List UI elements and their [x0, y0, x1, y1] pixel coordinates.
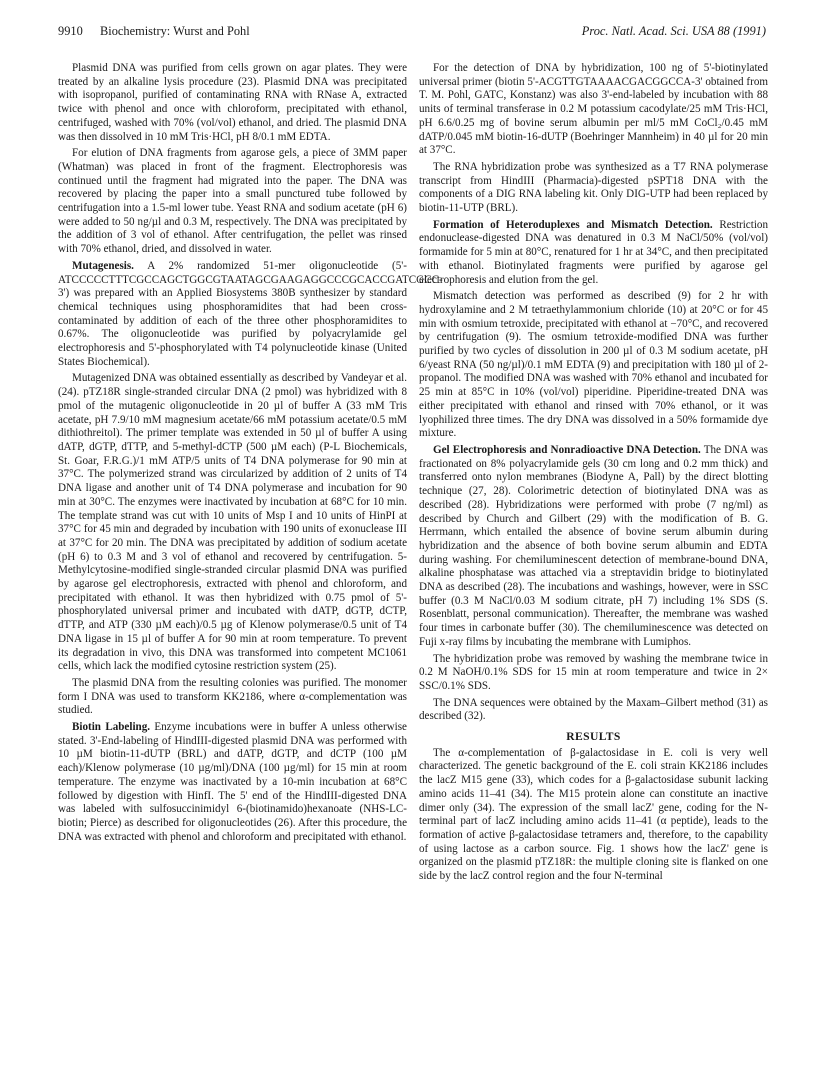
page-header — [58, 24, 766, 44]
paragraph: The RNA hybridization probe was synthesized as a T7 RNA polymerase transcript from HindIII (Pharmacia)-digested pSPT18 DNA with the components of a DIG RNA labeling kit. Only DIG-UTP had been replaced by biotin-11-UTP (BRL). — [419, 160, 768, 215]
paragraph: Gel Electrophoresis and Nonradioactive DNA Detection. The DNA was fractionated on 8% polyacrylamide gels (30 cm long and 0.2 mm thick) and transferred onto nylon membranes (Biodyne A, Pall) by the direct blotting technique (27, 28). Colorimetric detection of biotinylated DNA was as described (28). Hybridizations were performed with probe (7 ng/ml) as described by Church and Gilbert (29) with the modification of B. G. Herrmann, which entailed the absence of bovine serum albumin during hybridization and the absence of both bovine serum albumin and EDTA during washing. For chemiluminescent detection of membrane-bound DNA, alkaline phosphatase was attached via a streptavidin bridge to biotinylated DNA as described (28). The incubations and washings, however, were in SSC buffer (0.3 M NaCl/0.03 M sodium citrate, pH 7) including 1% SDS (S. Rosenblatt, personal communication). Thereafter, the membrane was washed four times in carbonate buffer (30). The chemiluminescence was detected on Fuji x-ray films by incubating the membrane with Lumiphos. — [419, 443, 768, 648]
right-column — [419, 62, 768, 884]
running-title: Biochemistry: Wurst and Pohl — [100, 24, 250, 38]
paragraph: Mutagenized DNA was obtained essentially as described by Vandeyar et al. (24). pTZ18R single-stranded circular DNA (2 pmol) was hybridized with 8 pmol of the mutagenic oligonucleotide in 20 µl of buffer A (33 mM Tris acetate, pH 7.9/10 mM magnesium acetate/66 mM potassium acetate/0.5 mM dithiothreitol). The primer template was extended in 50 µl of buffer A using dATP, dGTP, dTTP, and 5-methyl-dCTP (500 µM each) (P-L Biochemicals, St. Goar, F.R.G.)/1 mM ATP/5 units of T4 DNA polymerase for 90 min at 37°C. The polymerized strand was circularized by addition of 2 units of T4 DNA ligase and another unit of T4 DNA polymerase and incubation for 90 min at 30°C. The enzymes were inactivated by incubation at 68°C for 10 min. The template strand was cut with 10 units of Msp I and 10 units of HinPI at 37°C for 45 min and degraded by incubation with 190 units of exonuclease III at 37°C for 20 min. The DNA was precipitated by addition of sodium acetate (pH 6) to 0.3 M and 3 vol of ethanol and recovered by centrifugation. 5-Methylcytosine-modified single-stranded circular plasmid DNA was purified by agarose gel electrophoresis, extracted with phenol and chloroform, and precipitated with ethanol. It was then hybridized with 0.75 pmol of 5'-phosphorylated universal primer and incubated with dATP, dGTP, dCTP, dTTP, and ATP (330 µM each)/0.5 µg of Klenow polymerase/0.5 unit of T4 DNA ligase in 15 µl of buffer A for 90 min at room temperature. To prevent its degradation in vivo, this DNA was transformed into competent MC1061 cells, which lack the modified cytosine restriction system (25). — [58, 372, 407, 673]
paragraph: Formation of Heteroduplexes and Mismatch Detection. Restriction endonuclease-digested DNA was denatured in 0.3 M NaCl/50% (vol/vol) formamide for 5 min at 80°C, renatured for 1 hr at 34°C, and then precipitated with ethanol. Biotinylated fragments were purified by agarose gel electrophoresis and elution from the gel. — [419, 218, 768, 286]
paragraph: Mismatch detection was performed as described (9) for 2 hr with hydroxylamine and 2 M tetraethylammonium chloride (10) at 20°C or for 45 min with osmium tetroxide, precipitated with ethanol at −70°C, and recovered by centrifugation (9). The osmium tetroxide-modified DNA was further purified by two cycles of dissolution in 200 µl of 0.3 M sodium acetate, pH 6/yeast RNA (50 ng/µl)/0.1 mM EDTA (9) and precipitation with 180 µl of 2-propanol. The modified DNA was washed with 70% ethanol and incubated for 25 min at 85°C in 10% (vol/vol) piperidine. Piperidine-treated DNA was either precipitated with ethanol and rinsed with 70% ethanol, or it was lyophilized three times. The dry DNA was dissolved in a 50% formamide dye mixture. — [419, 290, 768, 440]
left-column — [58, 62, 443, 844]
paragraph: For elution of DNA fragments from agarose gels, a piece of 3MM paper (Whatman) was placed in front of the fragment. Electrophoresis was continued until the fragment had migrated into the paper. The DNA was recovered by placing the paper into a small punctured tube followed by centrifugation into a 1.5-ml lower tube. Yeast RNA and sodium acetate (pH 6) were added to 50 ng/µl and 0.3 M, respectively. The DNA was precipitated by the addition of 3 vol of ethanol. After centrifugation, the pellet was rinsed with 70% ethanol, dried, and dissolved in water. — [58, 147, 407, 256]
paragraph: The α-complementation of β-galactosidase in E. coli is very well characterized. The genetic background of the E. coli strain KK2186 includes the lacZ M15 gene (33), which codes for a β-galactosidase subunit lacking amino acids 11–41 (34). The M15 protein alone can constitute an inactive dimer only (34). The expression of the small lacZ' gene, coding for the N-terminal part of lacZ including amino acids 11–41 (α peptide), leads to the formation of active β-galactosidase tetramers and, therefore, to the capability of using lactose as a carbon source. Fig. 1 shows how the lacZ' gene is organized on the plasmid pTZ18R: the multiple cloning site is flanked on one side by the lacZ control region and the four N-terminal — [419, 746, 768, 883]
paragraph: The hybridization probe was removed by washing the membrane twice in 0.2 M NaOH/0.1% SDS for 15 min at room temperature and twice in 2× SSC/0.1% SDS. — [419, 652, 768, 692]
run-in-heading: Mutagenesis. — [72, 259, 134, 272]
journal-reference: Proc. Natl. Acad. Sci. USA 88 (1991) — [581, 24, 766, 38]
section-heading-results: RESULTS — [566, 730, 621, 744]
paragraph: Plasmid DNA was purified from cells grown on agar plates. They were treated by an alkaline lysis procedure (23). Plasmid DNA was precipitated with isopropanol, purified of contaminating RNA with RNase A, extracted twice with phenol and once with chloroform, precipitated with ethanol, centrifuged, washed with 70% (vol/vol) ethanol, and dried. The plasmid DNA was then dissolved in 10 mM Tris·HCl, pH 8/0.1 mM EDTA. — [58, 62, 407, 143]
run-in-heading: Biotin Labeling. — [72, 721, 151, 734]
page-number: 9910 — [58, 24, 83, 38]
paragraph: Mutagenesis. A 2% randomized 51-mer oligonucleotide (5'-ATCCCCCTTTCGCCAGCTGGCGTAATAGCGAAGAGGCCCGCACCGATCGCC-3') was prepared with an Applied Biosystems 380B synthesizer by standard chemical techniques using phosphoramidites that had been cross-contaminated by addition of each of the three other phosphoramidites to 0.67%. The oligonucleotide was purified by polyacrylamide gel electrophoresis and 5'-phosphorylated with T4 polynucleotide kinase (United States Biochemical). — [58, 259, 443, 368]
paragraph: The plasmid DNA from the resulting colonies was purified. The monomer form I DNA was used to transform KK2186, where α-complementation was studied. — [58, 676, 407, 717]
run-in-heading: Gel Electrophoresis and Nonradioactive DNA Detection. — [433, 443, 701, 456]
paragraph: Biotin Labeling. Enzyme incubations were in buffer A unless otherwise stated. 3'-End-labeling of HindIII-digested plasmid DNA was performed with 10 µM biotin-11-dUTP (BRL) and dATP, dGTP, and dCTP (100 µM each)/Klenow polymerase (10 µg/ml)/DNA (100 µg/ml) for 15 min at room temperature. The enzyme was inactivated by a 10-min incubation at 68°C followed by digestion with HinfI. The 5' end of the HindIII-digested DNA was labeled with sulfosuccinimidyl 6-(biotinamido)hexanoate (NHS-LC-biotin; Pierce) as described for oligonucleotides (26). After this procedure, the DNA was extracted with phenol and chloroform and precipitated with ethanol. — [58, 721, 407, 843]
run-in-heading: Formation of Heteroduplexes and Mismatch Detection. — [433, 218, 713, 231]
paragraph: The DNA sequences were obtained by the Maxam–Gilbert method (31) as described (32). — [419, 696, 768, 723]
paragraph: For the detection of DNA by hybridization, 100 ng of 5'-biotinylated universal primer (biotin 5'-ACGTTGTAAAACGACGGCCA-3' obtained from T. M. Pohl, GATC, Konstanz) was also 3'-end-labeled by incubation with 88 units of terminal transferase in 0.2 M potassium cacodylate/25 mM Tris·HCl, pH 6.6/0.25 mg of bovine serum albumin per ml/5 mM CoCl₂/0.45 mM dATP/0.045 mM biotin-16-dUTP (Boehringer Mannheim) in 40 µl for 20 min at 37°C. — [419, 62, 768, 157]
